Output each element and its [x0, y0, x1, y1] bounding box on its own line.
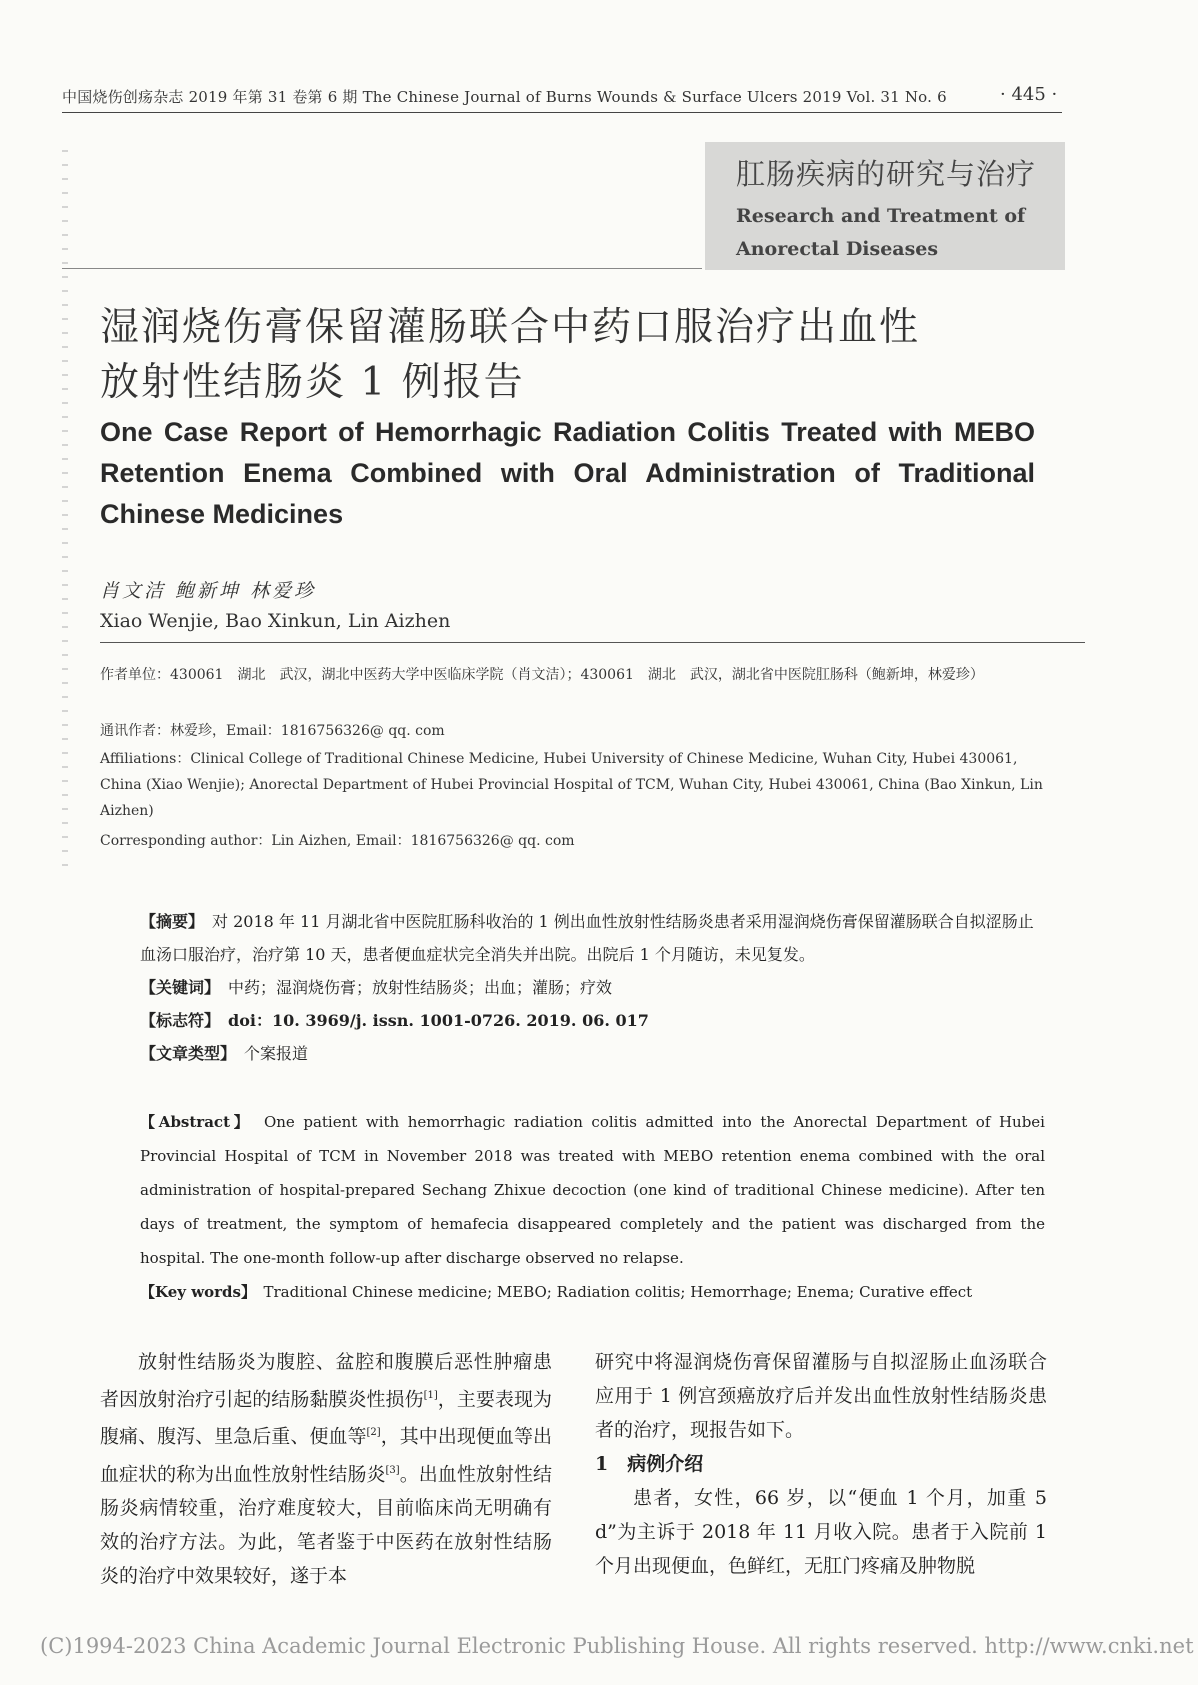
affiliation-en	[100, 746, 1045, 824]
citation-3: [3]	[385, 1464, 400, 1476]
keywords-en-text: Traditional Chinese medicine; MEBO; Radiation colitis; Hemorrhage; Enema; Curative effect	[263, 1283, 973, 1301]
body-text: 。出血性放射性结肠炎病情较重，治疗难度较大，目前临床尚无明确有效的治疗方法。为此，笔者鉴于中医药在放射性结肠炎的治疗中效果较好，遂于本	[100, 1462, 552, 1587]
doi-zh-label: 【标志符】	[140, 1011, 213, 1030]
citation-2: [2]	[366, 1427, 381, 1439]
abstract-en-body	[140, 1105, 1045, 1275]
keywords-zh-label: 【关键词】	[140, 978, 213, 997]
column-title-en-line1: Research and Treatment of	[736, 205, 1026, 227]
corresponding-en	[100, 828, 1045, 854]
corresponding-en-label: Corresponding author：	[100, 833, 272, 849]
summary-zh-text: 对 2018 年 11 月湖北省中医院肛肠科收治的 1 例出血性放射性结肠炎患者采用湿润烧伤膏保留灌肠联合自拟涩肠止血汤口服治疗，治疗第 10 天，患者便血症状完全消失并出院。出院后 1 个月随访，未见复发。	[140, 912, 1034, 964]
affiliation-en-text: Clinical College of Traditional Chinese Medicine, Hubei University of Chinese Medicine, Wuhan City, Hubei 430061, China (Xiao Wenjie); Anorectal Department of Hubei Provincial Hospital of TCM, Wuhan City, Hubei 430061, China (Bao Xinkun, Lin Aizhen)	[100, 751, 1043, 819]
title-zh-line1: 湿润烧伤膏保留灌肠联合中药口服治疗出血性	[100, 305, 921, 350]
article-title-en	[100, 412, 1035, 535]
page-number: · 445 ·	[1000, 84, 1058, 105]
corresponding-zh-text: 林爱珍，Email：1816756326@ qq. com	[170, 723, 445, 739]
abstract-en-text: One patient with hemorrhagic radiation colitis admitted into the Anorectal Department of Hubei Provincial Hospital of TCM in November 2018 was treated with MEBO retention enema combined with the oral administration of hospital-prepared Sechang Zhixue decoction (one kind of traditional Chinese medicine). After ten days of treatment, the symptom of hemafecia disappeared completely and the patient was discharged from the hospital. The one-month follow-up after discharge observed no relapse.	[140, 1113, 1045, 1267]
column-rule	[62, 268, 702, 269]
affiliation-zh	[100, 662, 1045, 688]
section-heading-1: 1 病例介绍	[595, 1453, 704, 1475]
citation-1: [1]	[423, 1390, 438, 1401]
column-title-zh: 肛肠疾病的研究与治疗	[736, 157, 1037, 191]
body-left-column	[100, 1345, 552, 1593]
title-en-line2: Retention Enema Combined with Oral Administration of Traditional	[100, 458, 1035, 488]
title-en-line3: Chinese Medicines	[100, 499, 344, 529]
abstract-zh	[140, 905, 1045, 1070]
body-text: 放射性结肠炎为腹腔、盆腔和腹膜后恶性肿瘤患者因放射治疗引起的结肠黏膜炎性损伤	[100, 1351, 552, 1411]
keywords-en-label: 【Key words】	[140, 1283, 249, 1301]
summary-zh	[140, 905, 1045, 971]
body-paragraph-1	[100, 1345, 552, 1593]
keywords-en	[140, 1275, 1045, 1309]
body-text: ，主要表现为腹痛、腹泻、里急后重、便血等	[100, 1388, 552, 1448]
title-en-line1: One Case Report of Hemorrhagic Radiation Colitis Treated with MEBO	[100, 417, 1035, 447]
copyright-footer: (C)1994-2023 China Academic Journal Electronic Publishing House. All rights reserved. http://www.cnki.net	[40, 1634, 1194, 1658]
corresponding-en-text: Lin Aizhen, Email：1816756326@ qq. com	[271, 833, 575, 849]
article-type-zh-text: 个案报道	[244, 1044, 309, 1063]
scan-edge-marks	[62, 150, 68, 870]
affiliation-en-label: Affiliations：	[100, 751, 191, 767]
corresponding-zh	[100, 718, 1045, 744]
authors-zh: 肖文洁 鲍新坤 林爱珍	[100, 580, 317, 602]
keywords-zh	[140, 971, 1045, 1004]
doi-zh-text: doi：10. 3969/j. issn. 1001-0726. 2019. 06. 017	[228, 1011, 649, 1030]
body-paragraph-1-cont: 研究中将湿润烧伤膏保留灌肠与自拟涩肠止血汤联合应用于 1 例宫颈癌放疗后并发出血性放射性结肠炎患者的治疗，现报告如下。	[595, 1351, 1047, 1441]
article-type-zh-label: 【文章类型】	[140, 1044, 229, 1063]
abstract-en	[140, 1105, 1045, 1309]
article-type-zh	[140, 1037, 1045, 1070]
keywords-zh-text: 中药；湿润烧伤膏；放射性结肠炎；出血；灌肠；疗效	[228, 978, 613, 997]
running-header: 中国烧伤创疡杂志 2019 年第 31 卷第 6 期 The Chinese Journal of Burns Wounds & Surface Ulcers 2019 Vol. 31 No. 6	[62, 88, 947, 106]
body-right-column	[595, 1345, 1047, 1583]
body-text: ，其中出现便血等出血症状的称为出血性放射性结肠炎	[100, 1425, 552, 1485]
authors-en: Xiao Wenjie, Bao Xinkun, Lin Aizhen	[100, 610, 451, 632]
summary-zh-label: 【摘要】	[140, 912, 197, 931]
corresponding-zh-label: 通讯作者：	[100, 723, 170, 739]
article-title-zh	[100, 300, 920, 410]
title-zh-line2: 放射性结肠炎 1 例报告	[100, 360, 525, 405]
body-paragraph-2: 患者，女性，66 岁，以“便血 1 个月，加重 5 d”为主诉于 2018 年 11 月收入院。患者于入院前 1 个月出现便血，色鲜红，无肛门疼痛及肿物脱	[595, 1487, 1047, 1577]
header-rule	[62, 112, 1062, 113]
affiliation-zh-label: 作者单位：	[100, 667, 170, 683]
abstract-en-label: 【Abstract】	[140, 1113, 246, 1131]
affiliation-zh-text: 430061 湖北 武汉，湖北中医药大学中医临床学院（肖文洁）；430061 湖北 武汉，湖北省中医院肛肠科（鲍新坤，林爱珍）	[170, 667, 984, 683]
doi-zh	[140, 1004, 1045, 1037]
authors-rule	[100, 642, 1085, 643]
column-title-en	[736, 200, 1025, 266]
column-title-en-line2: Anorectal Diseases	[736, 238, 939, 260]
